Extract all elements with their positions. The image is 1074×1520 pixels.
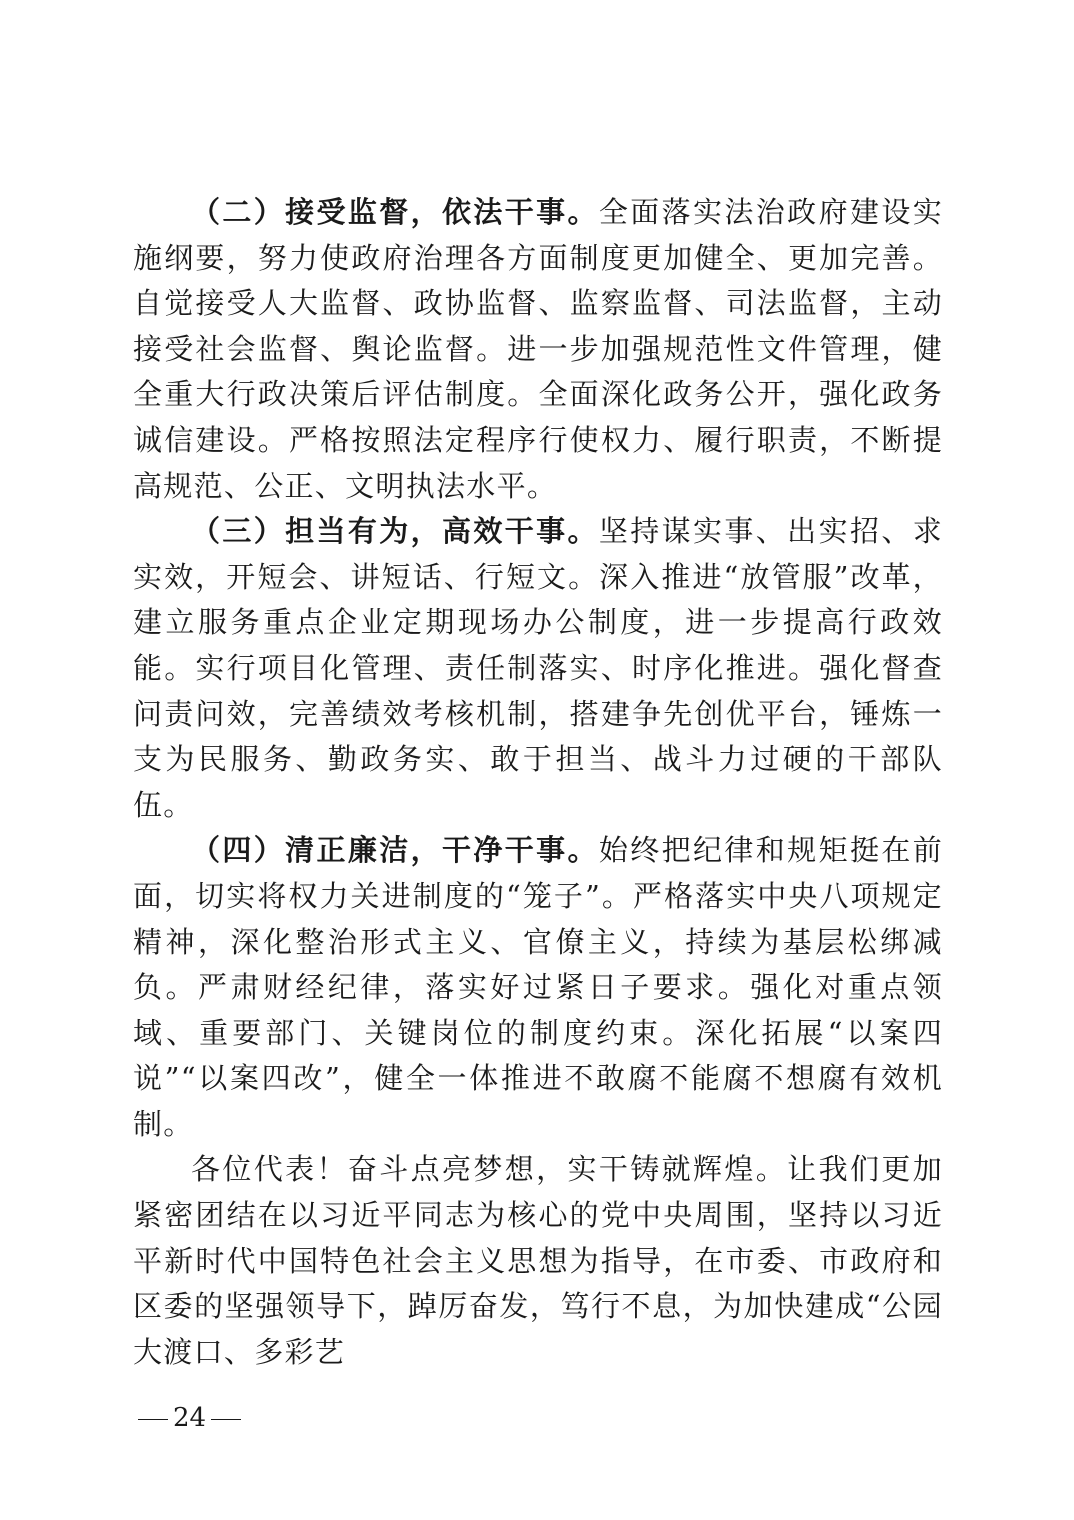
paragraph-text: 全面落实法治政府建设实施纲要，努力使政府治理各方面制度更加健全、更加完善。自觉接受人大监督、政协监督、监察监督、司法监督，主动接受社会监督、舆论监督。进一步加强规范性文件管理，健全重大行政决策后评估制度。全面深化政务公开，强化政务诚信建设。严格按照法定程序行使权力、履行职责，不断提高规范、公正、文明执法水平。 [133, 195, 943, 503]
page-number: 24 [173, 1403, 207, 1433]
dash-right-decoration [211, 1419, 241, 1420]
paragraph-efficiency [133, 509, 943, 828]
paragraph-text: 各位代表！奋斗点亮梦想，实干铸就辉煌。让我们更加紧密团结在以习近平同志为核心的党中央周围，坚持以习近平新时代中国特色社会主义思想为指导，在市委、市政府和区委的坚强领导下，踔厉奋发，笃行不息，为加快建成“公园大渡口、多彩艺 [133, 1152, 943, 1369]
paragraph-text: 始终把纪律和规矩挺在前面，切实将权力关进制度的“笼子”。严格落实中央八项规定精神，深化整治形式主义、官僚主义，持续为基层松绑减负。严肃财经纪律，落实好过紧日子要求。强化对重点领域、重要部门、关键岗位的制度约束。深化拓展“以案四说”“以案四改”，健全一体推进不敢腐不能腐不想腐有效机制。 [133, 833, 943, 1141]
paragraph-integrity [133, 828, 943, 1147]
paragraph-text: 坚持谋实事、出实招、求实效，开短会、讲短话、行短文。深入推进“放管服”改革，建立服务重点企业定期现场办公制度，进一步提高行政效能。实行项目化管理、责任制落实、时序化推进。强化督查问责问效，完善绩效考核机制，搭建争先创优平台，锤炼一支为民服务、勤政务实、敢于担当、战斗力过硬的干部队伍。 [133, 514, 943, 822]
paragraph-heading: （二）接受监督，依法干事。 [191, 195, 599, 229]
paragraph-closing [133, 1147, 943, 1375]
paragraph-heading: （四）清正廉洁，干净干事。 [191, 833, 599, 868]
document-body [133, 190, 943, 1375]
paragraph-heading: （三）担当有为，高效干事。 [191, 514, 599, 549]
paragraph-supervision [133, 190, 943, 509]
dash-left-decoration [138, 1419, 168, 1420]
page-number-footer [133, 1398, 246, 1438]
